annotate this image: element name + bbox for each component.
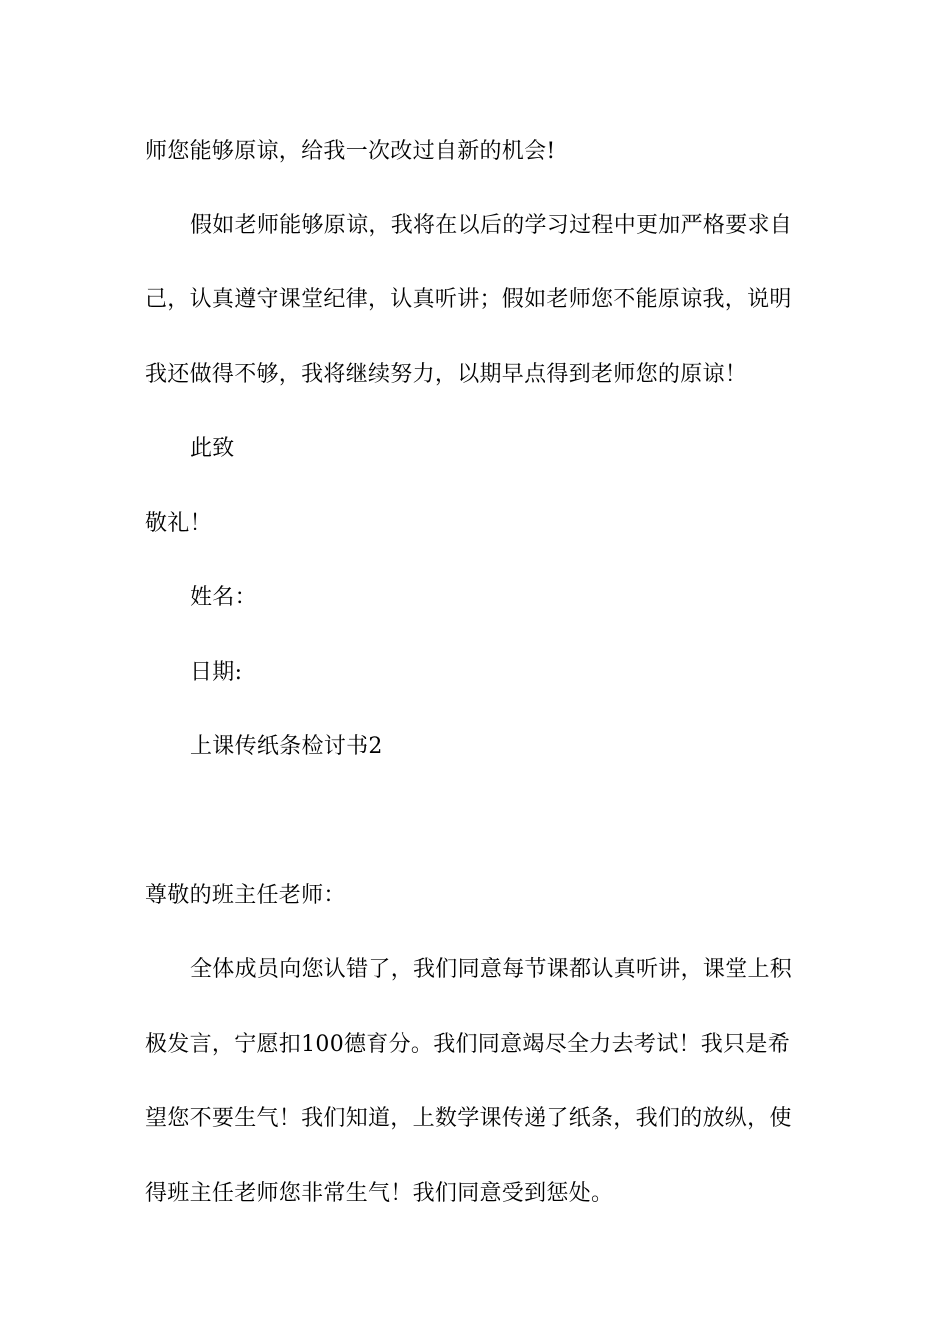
paragraph-line: 假如老师能够原谅，我将在以后的学习过程中更加严格要求自 — [190, 213, 793, 238]
greeting-line: 尊敬的班主任老师： — [145, 883, 346, 908]
paragraph-line: 得班主任老师您非常生气！我们同意受到惩处。 — [145, 1181, 614, 1206]
paragraph-line: 全体成员向您认错了，我们同意每节课都认真听讲，课堂上积 — [190, 957, 793, 982]
paragraph-line: 望您不要生气！我们知道，上数学课传递了纸条，我们的放纵，使 — [145, 1106, 792, 1131]
paragraph-line: 师您能够原谅，给我一次改过自新的机会! — [145, 139, 556, 164]
date-field-label: 日期: — [190, 660, 243, 685]
paragraph-line: 极发言，宁愿扣100德育分。我们同意竭尽全力去考试！我只是希 — [145, 1032, 790, 1057]
paragraph-line: 我还做得不够，我将继续努力，以期早点得到老师您的原谅！ — [145, 362, 748, 387]
salutation-line: 敬礼！ — [145, 511, 212, 536]
name-field-label: 姓名： — [190, 585, 257, 610]
closing-line: 此致 — [190, 436, 235, 461]
paragraph-line: 己，认真遵守课堂纪律，认真听讲；假如老师您不能原谅我，说明 — [145, 287, 792, 312]
section-title: 上课传纸条检讨书2 — [190, 734, 383, 759]
